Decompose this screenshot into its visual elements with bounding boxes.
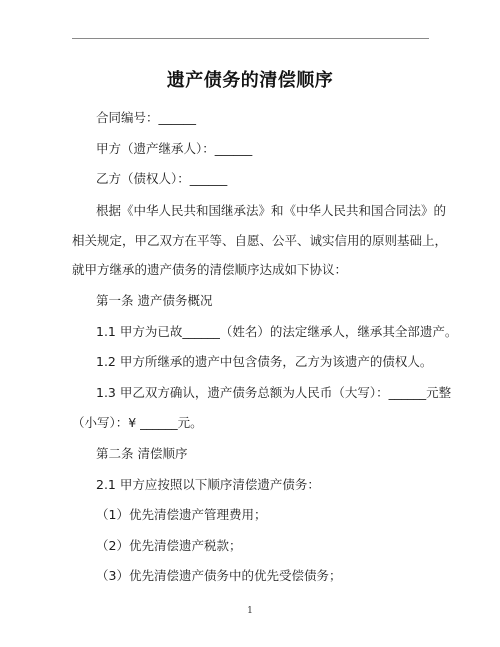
- list-item-3: （3）优先清偿遗产债务中的优先受偿债务；: [96, 568, 342, 583]
- list-item-2: （2）优先清偿遗产税款；: [96, 538, 242, 553]
- preamble-line-3: 就甲方继承的遗产债务的清偿顺序达成如下协议：: [72, 262, 348, 277]
- header-rule: [72, 38, 429, 39]
- clause-1-3: 1.3 甲乙双方确认，遗产债务总额为人民币（大写）：______元整: [96, 385, 452, 400]
- preamble-line-1: 根据《中华人民共和国继承法》和《中华人民共和国合同法》的: [96, 203, 447, 218]
- clause-1-2: 1.2 甲方所继承的遗产中包含债务，乙方为该遗产的债权人。: [96, 354, 433, 369]
- article-1-heading: 第一条 遗产债务概况: [96, 293, 213, 308]
- party-b-line: 乙方（债权人）：______: [96, 171, 228, 186]
- party-a-line: 甲方（遗产继承人）：______: [96, 141, 253, 156]
- article-2-heading: 第二条 清偿顺序: [96, 446, 188, 461]
- list-item-1: （1）优先清偿遗产管理费用；: [96, 507, 267, 522]
- document-title: 遗产债务的清偿顺序: [166, 70, 334, 91]
- clause-1-3-continued: （小写）：¥ ______元。: [72, 415, 203, 430]
- clause-2-1: 2.1 甲方应按照以下顺序清偿遗产债务：: [96, 477, 320, 492]
- contract-number-line: 合同编号：______: [96, 110, 197, 125]
- page-number: 1: [247, 606, 253, 616]
- clause-1-1: 1.1 甲方为已故______（姓名）的法定继承人，继承其全部遗产。: [96, 324, 458, 339]
- preamble-line-2: 相关规定，甲乙双方在平等、自愿、公平、诚实信用的原则基础上，: [72, 233, 448, 248]
